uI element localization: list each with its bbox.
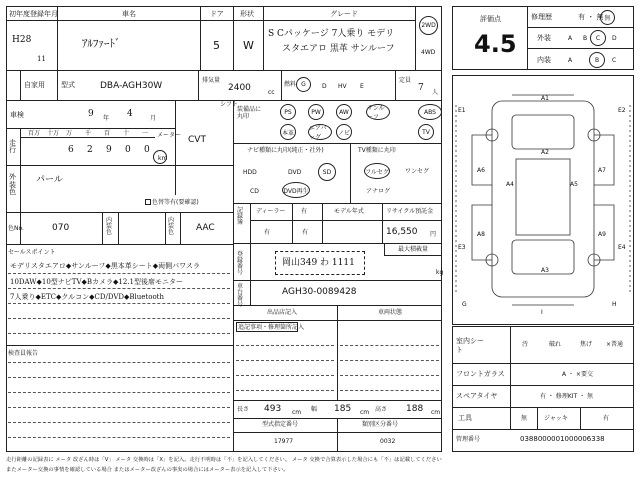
equipment-item-2: AW <box>336 104 352 120</box>
inspector-report-label: 検査員報告 <box>8 350 39 357</box>
shape-value: W <box>243 39 254 52</box>
footer-line1: 走行距離の記録表に メータ 改ざん時は「V」 メータ 交換時は「X」を記入。走行不明時は「不」を記入してください。 メータ 交換で合算表示した場合にも「不」は記載してください <box>6 457 442 463</box>
tools-label: 工具 <box>458 414 472 422</box>
vehicle-name: ｱﾙﾌｧｰﾄﾞ <box>82 37 121 50</box>
equipment-item-7: ノビ <box>336 124 352 140</box>
record-mark: 有 <box>302 229 309 236</box>
color-label: 外装色 <box>9 173 16 197</box>
diagram-label-E1: E1 <box>458 107 466 114</box>
disp-value: 2400 <box>228 83 251 93</box>
mileage-place-3: 千 <box>85 130 92 137</box>
seat-opt-burn: 焦げ <box>580 341 593 348</box>
seat-opt-torn: 破れ <box>549 341 562 348</box>
inspection-month-unit: 月 <box>150 115 157 122</box>
length-value: 493 <box>264 404 282 414</box>
color-no-value: 070 <box>52 223 70 233</box>
sales-point-label: セールスポイント <box>8 249 56 256</box>
shift-value: CVT <box>188 135 206 145</box>
diagram-label-H: H <box>612 301 617 308</box>
recycle-unit: 円 <box>430 231 437 238</box>
exterior-label: 外装 <box>537 34 551 42</box>
sheet-frame <box>6 6 442 452</box>
height-label: 高さ <box>375 406 388 413</box>
footer-line2: またメーター交換の事情を確認している場合 またはメーター改ざんの事実の場合にはメーター表示を記入して下さい。 <box>6 467 289 473</box>
tv-fullseg-circle: フルセグ <box>364 163 390 179</box>
seat-opt-dirty: 汚 <box>522 341 529 348</box>
equipment-item-4: ABS <box>418 104 442 120</box>
mileage-label: 走行 <box>9 139 16 154</box>
diagram-label-E3: E3 <box>458 244 466 251</box>
door-label: ドア <box>210 10 224 18</box>
eval-label: 評価点 <box>480 15 501 23</box>
mgmt-label: 管理番号 <box>456 436 481 443</box>
fuel-opt-d: D <box>322 83 327 90</box>
usage-label: 自家用 <box>24 81 45 89</box>
drive-4wd: 4WD <box>421 49 436 56</box>
mileage-unit: km <box>158 155 168 162</box>
drive-2wd-circle: 2WD <box>419 16 438 35</box>
color-no-label: 色No. <box>8 225 24 232</box>
class-value-1: 17977 <box>274 438 294 445</box>
shape-label: 形状 <box>240 10 254 18</box>
jack-label: ジャッキ <box>544 415 568 422</box>
mileage-place-0: 百万 <box>28 130 41 137</box>
notes-left-label: 出品店記入 <box>267 309 298 316</box>
chassis-value: AGH30-0089428 <box>282 287 357 297</box>
max-load-label: 最大積載量 <box>398 246 429 253</box>
equipment-item-8: TV <box>418 124 434 140</box>
inspection-year: 9 <box>88 109 94 119</box>
width-label: 幅 <box>311 406 318 413</box>
dealer-value: 有 <box>301 208 308 215</box>
int-selected-circle: B <box>589 52 605 68</box>
mileage-place-2: 万 <box>66 130 73 137</box>
glass-label: フロントガラス <box>456 370 505 378</box>
diagram-label-G: G <box>462 301 467 308</box>
equipment-item-0: PS <box>280 104 296 120</box>
repair-selected-circle: 無 <box>600 10 615 25</box>
dealer-label: ディーラー <box>256 208 286 215</box>
tools-value: 無 <box>521 415 528 422</box>
class-label-1: 型式指定番号 <box>262 421 299 428</box>
seat-opt-normal: ×普通 <box>606 341 624 348</box>
glass-opts: A ・ ×要交 <box>562 371 593 378</box>
ext-selected-circle: C <box>590 30 606 46</box>
grade-line2: スタエアロ 黒革 サンルーフ <box>282 44 395 54</box>
inspection-label: 車検 <box>10 111 24 119</box>
mileage-place-5: 十 <box>123 130 130 137</box>
int-color-label-2: 内装色 <box>168 217 175 236</box>
equipment-item-3: サンルーフ <box>366 104 390 120</box>
inspection-month: 4 <box>127 109 133 119</box>
seat-label: 室内シート <box>456 337 484 355</box>
equipment-item-5: 本革 <box>280 124 296 140</box>
shift-label: シフト <box>220 101 239 108</box>
interior-label: 内装 <box>537 56 551 64</box>
nav-label: ナビ種類に丸印(純正・社外) <box>247 147 324 154</box>
int-opt-a: A <box>568 57 573 64</box>
fuel-selected-circle: G <box>296 77 311 92</box>
diagram-label-A8: A8 <box>477 231 485 238</box>
type-value: DBA-AGH30W <box>100 81 163 91</box>
equipment-item-1: PW <box>308 104 324 120</box>
km-circle <box>153 150 167 164</box>
fuel-opt-e: E <box>360 83 364 90</box>
ext-opt-b: B <box>583 35 588 42</box>
equipment-item-6: エアバッグ <box>308 124 332 140</box>
color-value: パール <box>36 175 63 185</box>
diagram-label-A6: A6 <box>477 167 485 174</box>
diagram-label-A2: A2 <box>541 149 549 156</box>
mgmt-value: 0388000001000006338 <box>520 435 605 443</box>
equipment-label: 装備品に丸印 <box>237 106 262 121</box>
mileage-place-4: 百 <box>104 130 111 137</box>
diagram-label-A5: A5 <box>570 181 578 188</box>
grade-label: グレード <box>330 10 358 18</box>
class-value-2: 0032 <box>380 438 396 445</box>
int-color-label: 内装色 <box>106 217 113 236</box>
first-reg-value: H28 <box>12 35 32 45</box>
int-color-value: AAC <box>196 223 215 233</box>
plate-value: 岡山349 わ 1111 <box>282 258 355 268</box>
diagram-label-I: I <box>541 309 543 316</box>
grade-line1: S Cパッケージ 7人乗り モデリ <box>268 29 395 39</box>
disp-unit: cc <box>268 89 275 96</box>
class-label-2: 類別区分番号 <box>362 421 399 428</box>
eval-score: 4.5 <box>474 30 517 58</box>
height-value: 188 <box>406 404 424 414</box>
first-reg-month: 11 <box>37 55 46 63</box>
int-opt-c: C <box>612 57 617 64</box>
mileage-digit-3: 2 <box>87 145 93 155</box>
sales-line2: 10DAW◆10型ナビTV◆Bカメラ◆12.1型後席モニター <box>10 278 183 286</box>
length-unit: cm <box>292 409 302 416</box>
nav-hdd: HDD <box>243 169 257 176</box>
plate-label: 登録番号 <box>237 251 244 276</box>
model-year-label: モデル年式 <box>334 208 364 215</box>
fuel-label: 燃料 <box>284 81 297 88</box>
dealer-mark: 有 <box>264 229 271 236</box>
mileage-place-6: 一 <box>142 130 149 137</box>
tv-analog: アナログ <box>366 188 391 195</box>
width-unit: cm <box>360 409 370 416</box>
tv-oneseg: ワンセグ <box>405 168 430 175</box>
door-value: 5 <box>213 39 220 52</box>
recycle-label: リサイクル預託金 <box>386 208 434 215</box>
diagram-label-A7: A7 <box>598 167 606 174</box>
spare-label: スペアタイヤ <box>456 392 498 400</box>
diagram-label-A1: A1 <box>541 95 549 102</box>
fuel-opt-hv: HV <box>338 83 347 90</box>
nav-cd: CD <box>250 188 259 195</box>
mileage-digit-2: 6 <box>68 145 74 155</box>
nav-sd-circle: SD <box>318 163 336 181</box>
notes-sub-box <box>236 322 298 332</box>
height-unit: cm <box>431 409 441 416</box>
vehicle-damage-diagram <box>452 75 634 325</box>
color-change-checkbox <box>145 199 151 205</box>
width-value: 185 <box>334 404 352 414</box>
recycle-value: 16,550 <box>386 227 418 237</box>
mileage-place-1: 十万 <box>47 130 60 137</box>
repair-label: 修理歴 <box>531 13 552 21</box>
repair-opts: 有 ・ 無 <box>578 13 604 21</box>
diagram-label-A3: A3 <box>541 267 549 274</box>
record-label: 記録簿 <box>237 207 244 226</box>
diagram-label-E4: E4 <box>618 244 626 251</box>
tv-label: TV種類に丸印 <box>358 147 396 154</box>
color-change-note: 色替等有(要確認) <box>152 199 199 206</box>
chassis-label: 車台番号 <box>237 283 244 308</box>
jack-value: 有 <box>603 415 610 422</box>
diagram-label-A9: A9 <box>598 231 606 238</box>
vehicle-name-label: 車名 <box>122 10 136 18</box>
length-label: 長さ <box>237 406 250 413</box>
diagram-label-A4: A4 <box>506 181 514 188</box>
mileage-digit-6: 0 <box>144 145 150 155</box>
nav-dvd-play-circle: DVD再生 <box>282 182 310 198</box>
mileage-digit-5: 0 <box>125 145 131 155</box>
inspection-year-unit: 年 <box>103 115 110 122</box>
nav-dvd: DVD <box>288 169 302 176</box>
meter-label: メーター <box>157 132 182 139</box>
notes-right-label: 車両状態 <box>378 309 403 316</box>
capacity-label: 定員 <box>399 77 412 84</box>
first-reg-label: 初年度登録年月 <box>9 10 58 18</box>
sales-line1: モデリスタエアロ◆サンルーフ◆黒本革シート◆両側パワスラ <box>10 262 200 270</box>
ext-opt-d: D <box>612 35 617 42</box>
mileage-digit-4: 9 <box>106 145 112 155</box>
diagram-label-E2: E2 <box>618 107 626 114</box>
capacity-unit: 人 <box>432 89 439 96</box>
capacity-value: 7 <box>418 83 424 93</box>
sales-line3: 7人乗り◆ETC◆クルコン◆CD/DVD◆Bluetooth <box>10 293 164 301</box>
notes-sub-label: 追記事項・修理箇所記入 <box>238 324 305 331</box>
spare-opts: 有 ・ 修理KIT ・ 無 <box>540 393 593 400</box>
ext-opt-a: A <box>568 35 573 42</box>
max-load-unit: kg <box>436 269 444 276</box>
type-label: 型式 <box>61 81 75 89</box>
disp-label: 排気量 <box>202 77 221 84</box>
